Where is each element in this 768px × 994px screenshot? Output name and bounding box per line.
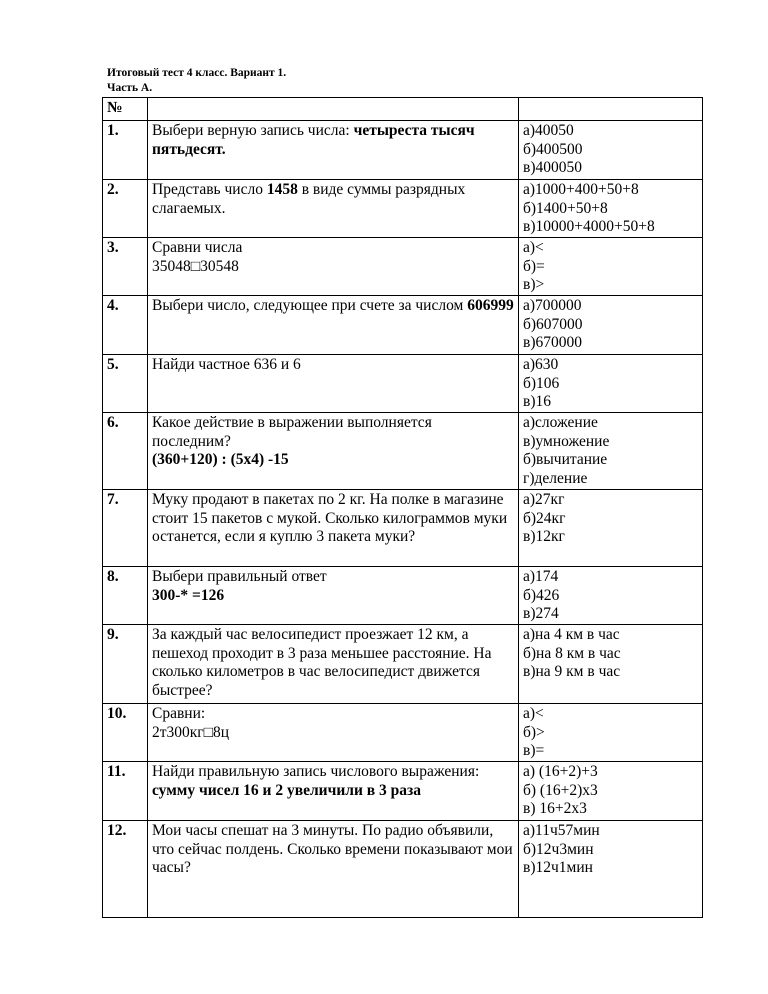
question-text: [148, 413, 519, 490]
answer-option: а)11ч57мин: [523, 822, 600, 839]
answer-option: в)на 9 км в час: [523, 663, 621, 680]
question-text-segment: Сравни:: [152, 705, 206, 722]
question-text-segment: Найди частное 636 и 6: [152, 356, 301, 373]
question-text-segment: в виде суммы разрядных слагаемых.: [152, 181, 466, 217]
answer-option: в)16: [523, 393, 551, 410]
answer-option: в)>: [523, 276, 545, 293]
question-text-segment: Найди правильную запись числового выражения:: [152, 763, 480, 780]
answer-option: б)400500: [523, 140, 583, 158]
answer-option: г)деление: [523, 469, 588, 487]
answer-option: в)10000+4000+50+8: [523, 218, 655, 235]
question-number: 8.: [103, 567, 148, 625]
question-bold-text: 606999: [467, 297, 514, 314]
question-text: [148, 180, 519, 238]
answer-option: в)умножение: [523, 432, 610, 450]
answer-options: [519, 625, 703, 704]
question-text-segment: Выбери верную запись числа:: [152, 122, 354, 139]
question-text: [148, 121, 519, 180]
answer-option: б)607000: [523, 315, 583, 333]
test-header: [107, 66, 286, 96]
question-text-segment: 35048□30548: [152, 257, 239, 275]
question-number: 2.: [103, 180, 148, 238]
answer-option: б)>: [523, 723, 545, 741]
question-text: [148, 625, 519, 704]
question-number: 9.: [103, 625, 148, 704]
question-row: [103, 355, 703, 413]
answer-option: б)12ч3мин: [523, 840, 594, 858]
answer-option: а) (16+2)+3: [523, 763, 598, 780]
question-row: [103, 180, 703, 238]
answer-option: б)вычитание: [523, 451, 608, 468]
answer-options: [519, 762, 703, 821]
question-text-segment: Какое действие в выражении выполняется последним?: [152, 414, 432, 450]
question-bold-text: 1458: [266, 181, 298, 198]
answer-option: б) (16+2)х3: [523, 781, 598, 799]
answer-options: [519, 567, 703, 625]
table-header-row: [103, 98, 703, 121]
answer-option: а)174: [523, 568, 559, 585]
col-question-header: [148, 98, 519, 121]
question-number: 12.: [103, 821, 148, 918]
col-answer-header: [519, 98, 703, 121]
question-text: [148, 567, 519, 625]
question-text-segment: За каждый час велосипедист проезжает 12 км, а пешеход проходит в 3 раза меньшее расстояние. На сколько километров в час велосипедист движется быстрее?: [152, 626, 492, 699]
question-text: [148, 762, 519, 821]
question-row: [103, 413, 703, 490]
question-row: [103, 762, 703, 821]
question-text-segment: Выбери правильный ответ: [152, 568, 327, 585]
question-row: [103, 490, 703, 567]
answer-option: в)274: [523, 605, 559, 622]
question-bold-text: четыреста тысяч пятьдесят.: [152, 122, 475, 158]
answer-option: а)27кг: [523, 491, 565, 508]
answer-options: [519, 704, 703, 762]
question-text-segment: 2т300кг□8ц: [152, 723, 230, 741]
test-table: [102, 97, 703, 918]
question-bold-text: сумму чисел 16 и 2 увеличили в 3 раза: [152, 781, 421, 799]
question-number: 3.: [103, 238, 148, 296]
question-text-segment: Сравни числа: [152, 239, 243, 256]
answer-option: а)630: [523, 356, 559, 373]
question-bold-text: (360+120) : (5х4) -15: [152, 451, 289, 468]
question-row: [103, 121, 703, 180]
answer-option: б)106: [523, 374, 560, 392]
question-row: [103, 238, 703, 296]
answer-option: б)1400+50+8: [523, 199, 608, 217]
answer-options: [519, 413, 703, 490]
question-number: 5.: [103, 355, 148, 413]
answer-options: [519, 238, 703, 296]
question-row: [103, 296, 703, 355]
question-row: [103, 821, 703, 918]
answer-options: [519, 296, 703, 355]
question-number: 11.: [103, 762, 148, 821]
answer-option: а)1000+400+50+8: [523, 181, 639, 198]
question-number: 7.: [103, 490, 148, 567]
test-part: Часть А.: [107, 82, 153, 94]
answer-option: а)на 4 км в час: [523, 626, 620, 643]
question-text: [148, 238, 519, 296]
test-title: Итоговый тест 4 класс. Вариант 1.: [107, 67, 287, 79]
question-text: [148, 821, 519, 918]
question-text-segment: Муку продают в пакетах по 2 кг. На полке в магазине стоит 15 пакетов с мукой. Сколько килограммов муки останется, если я куплю 3 пакета муки?: [152, 491, 508, 545]
question-text: [148, 355, 519, 413]
answer-option: в)12кг: [523, 528, 565, 545]
question-number: 6.: [103, 413, 148, 490]
question-row: [103, 704, 703, 762]
answer-option: а)<: [523, 705, 544, 722]
question-text-segment: Представь число: [152, 181, 267, 198]
question-number: 4.: [103, 296, 148, 355]
question-text: [148, 296, 519, 355]
answer-option: б)24кг: [523, 509, 566, 527]
answer-option: б)=: [523, 257, 545, 275]
question-number: 1.: [103, 121, 148, 180]
question-row: [103, 567, 703, 625]
answer-option: в)400050: [523, 159, 582, 176]
answer-options: [519, 490, 703, 567]
answer-option: в) 16+2х3: [523, 800, 587, 817]
question-bold-text: 300-* =126: [152, 586, 225, 604]
answer-option: в)12ч1мин: [523, 859, 593, 876]
answer-options: [519, 121, 703, 180]
answer-options: [519, 180, 703, 238]
answer-option: а)40050: [523, 122, 574, 139]
answer-option: в)670000: [523, 334, 582, 351]
question-row: [103, 625, 703, 704]
question-number: 10.: [103, 704, 148, 762]
answer-options: [519, 821, 703, 918]
answer-option: б)426: [523, 586, 560, 604]
question-text: [148, 490, 519, 567]
question-text-segment: Выбери число, следующее при счете за числом: [152, 297, 468, 314]
answer-option: а)<: [523, 239, 544, 256]
question-text: [148, 704, 519, 762]
col-num-header: №: [103, 98, 148, 121]
answer-option: в)=: [523, 742, 545, 759]
answer-options: [519, 355, 703, 413]
answer-option: а)сложение: [523, 414, 598, 431]
answer-option: а)700000: [523, 297, 582, 314]
answer-option: б)на 8 км в час: [523, 644, 621, 662]
question-text-segment: Мои часы спешат на 3 минуты. По радио объявили, что сейчас полдень. Сколько времени показывают мои часы?: [152, 822, 513, 876]
